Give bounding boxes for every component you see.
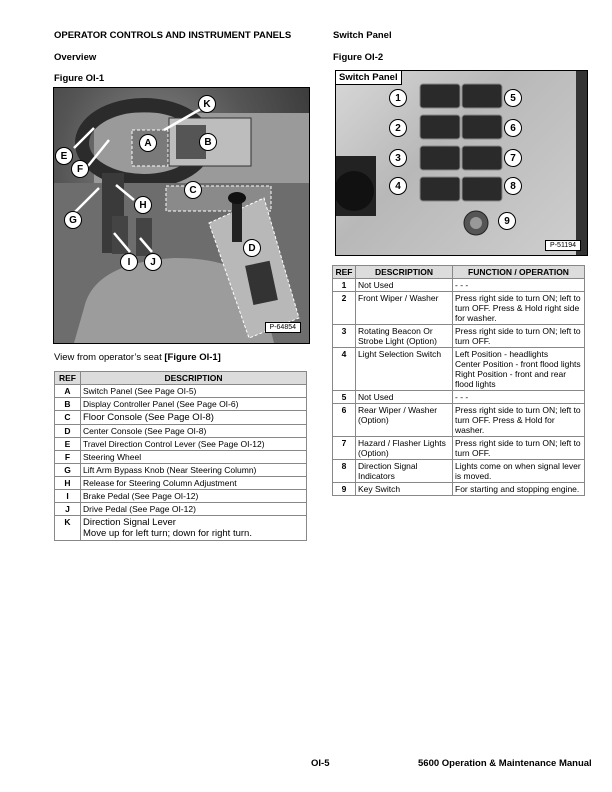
figure-oi1-caption: View from operator’s seat [Figure OI-1]	[54, 352, 221, 363]
table-row: 7 Hazard / Flasher Lights (Option) Press right side to turn ON; left to turn OFF.	[333, 437, 585, 460]
table-row: H Release for Steering Column Adjustment	[55, 477, 307, 490]
callout-K: K	[198, 95, 216, 113]
figure-oi1-label: Figure OI-1	[54, 73, 105, 84]
table-header: FUNCTION / OPERATION	[453, 266, 585, 279]
callout-C: C	[184, 181, 202, 199]
callout-6: 6	[504, 119, 522, 137]
callout-I: I	[120, 253, 138, 271]
photo-id-tag: P-51194	[545, 240, 581, 251]
callout-2: 2	[389, 119, 407, 137]
callout-E: E	[55, 147, 73, 165]
page-number: OI-5	[311, 758, 330, 769]
controls-reference-table	[54, 371, 307, 541]
table-row: 8 Direction Signal Indicators Lights come on when signal lever is moved.	[333, 460, 585, 483]
table-row: C Floor Console (See Page OI-8)	[55, 411, 307, 425]
callout-1: 1	[389, 89, 407, 107]
switch-panel-title-tag: Switch Panel	[336, 71, 402, 85]
table-row: 9 Key Switch For starting and stopping engine.	[333, 483, 585, 496]
table-row: 5 Not Used - - -	[333, 391, 585, 404]
callout-7: 7	[504, 149, 522, 167]
figure-oi2-label: Figure OI-2	[333, 52, 384, 63]
table-row: D Center Console (See Page OI-8)	[55, 425, 307, 438]
callout-F: F	[71, 160, 89, 178]
switch-panel-illustration	[336, 71, 587, 255]
manual-title: 5600 Operation & Maintenance Manual	[418, 758, 592, 769]
table-row: 6 Rear Wiper / Washer (Option) Press right side to turn ON; left to turn OFF. Press & Hold for washer.	[333, 404, 585, 437]
section-heading: OPERATOR CONTROLS AND INSTRUMENT PANELS	[54, 30, 292, 41]
callout-J: J	[144, 253, 162, 271]
figure-oi1-photo	[53, 87, 310, 344]
callout-G: G	[64, 211, 82, 229]
callout-4: 4	[389, 177, 407, 195]
table-row: 1 Not Used - - -	[333, 279, 585, 292]
callout-A: A	[139, 134, 157, 152]
table-row: 3 Rotating Beacon Or Strobe Light (Option) Press right side to turn ON; left to turn OFF.	[333, 325, 585, 348]
table-row: I Brake Pedal (See Page OI-12)	[55, 490, 307, 503]
table-row: J Drive Pedal (See Page OI-12)	[55, 503, 307, 516]
callout-9: 9	[498, 212, 516, 230]
table-header: DESCRIPTION	[81, 372, 307, 385]
table-row: F Steering Wheel	[55, 451, 307, 464]
overview-subheading: Overview	[54, 52, 97, 63]
table-row: 4 Light Selection Switch Left Position - headlights Center Position - front flood lights Right Position - front and rear flood lights	[333, 348, 585, 391]
table-row: B Display Controller Panel (See Page OI-6)	[55, 398, 307, 411]
cab-interior-illustration	[54, 88, 309, 343]
callout-B: B	[199, 133, 217, 151]
table-row: E Travel Direction Control Lever (See Page OI-12)	[55, 438, 307, 451]
table-header: REF	[55, 372, 81, 385]
table-row: A Switch Panel (See Page OI-5)	[55, 385, 307, 398]
switch-panel-table	[332, 265, 585, 496]
table-row: 2 Front Wiper / Washer Press right side to turn ON; left to turn OFF. Press & Hold right side for washer.	[333, 292, 585, 325]
callout-3: 3	[389, 149, 407, 167]
photo-id-tag: P-64854	[265, 322, 301, 333]
table-header: DESCRIPTION	[356, 266, 453, 279]
table-row: K Direction Signal Lever Move up for left turn; down for right turn.	[55, 516, 307, 541]
callout-D: D	[243, 239, 261, 257]
callout-5: 5	[504, 89, 522, 107]
switch-panel-heading: Switch Panel	[333, 30, 392, 41]
callout-8: 8	[504, 177, 522, 195]
callout-H: H	[134, 196, 152, 214]
table-header: REF	[333, 266, 356, 279]
table-row: G Lift Arm Bypass Knob (Near Steering Column)	[55, 464, 307, 477]
figure-oi2-photo	[335, 70, 588, 256]
